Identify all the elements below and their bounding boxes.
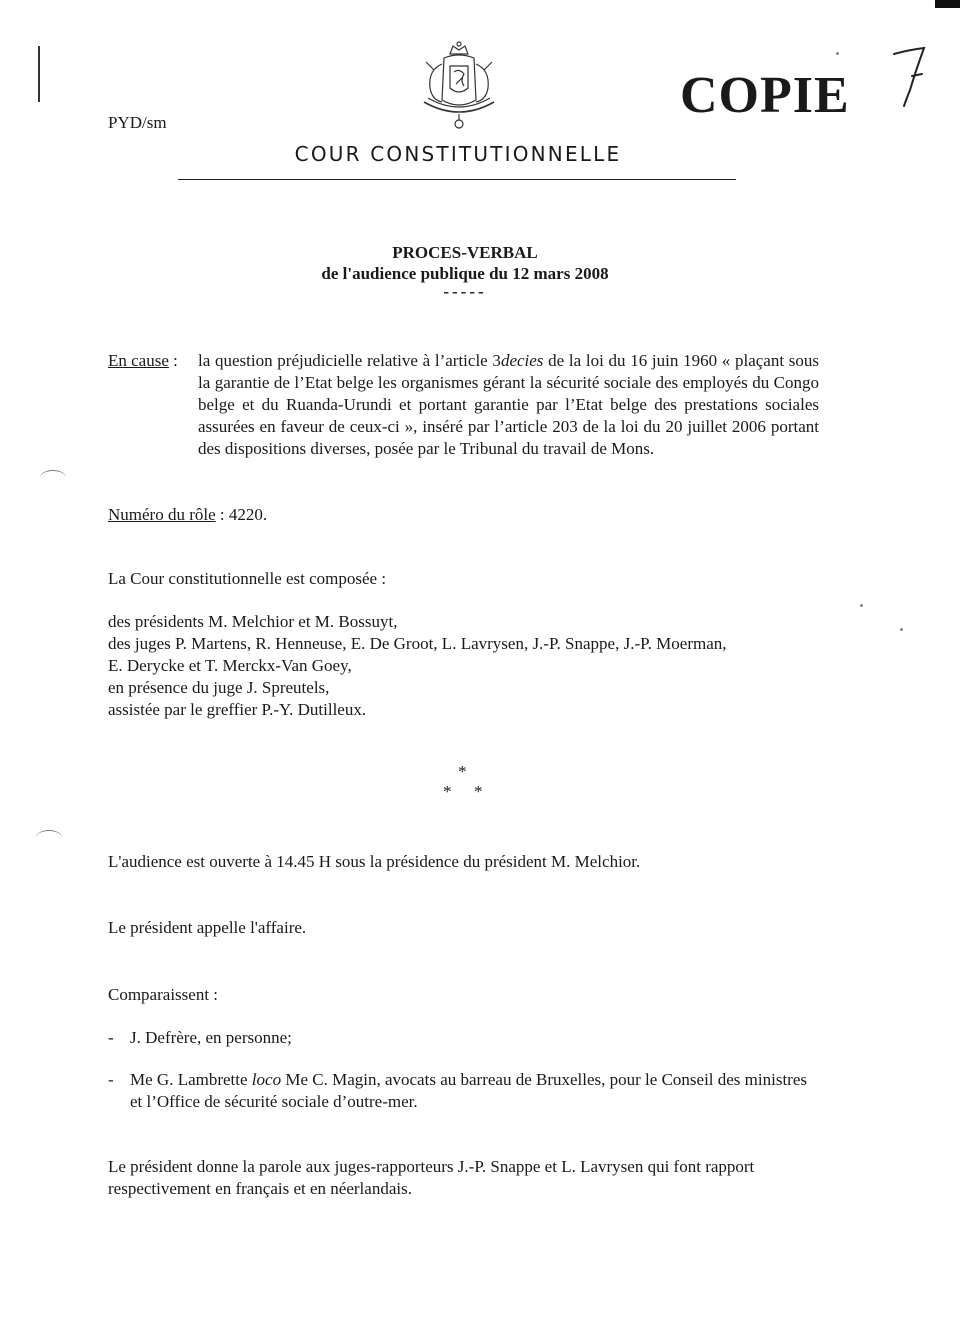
composition-line: en présence du juge J. Spreutels,	[108, 678, 330, 697]
margin-arc-mark	[36, 830, 62, 845]
composition-members	[108, 611, 828, 721]
appearing-intro: Comparaissent :	[108, 985, 219, 1004]
reference-code: PYD/sm	[108, 113, 167, 132]
handwritten-copy-number	[888, 40, 932, 110]
list-bullet: -	[108, 1070, 114, 1089]
list-bullet: -	[108, 1028, 114, 1047]
case-call-statement: Le président appelle l'affaire.	[108, 918, 307, 937]
cause-text-italic: decies	[500, 351, 544, 370]
appearance-text: Me G. Lambrette	[130, 1070, 252, 1089]
cause-label-text: En cause	[108, 351, 169, 370]
margin-arc-mark	[40, 470, 66, 485]
cause-label-colon: :	[168, 351, 178, 370]
cause-text-part: la question préjudicielle relative à l’article 3	[198, 351, 501, 370]
header-rule	[178, 179, 736, 180]
scan-speck	[860, 604, 863, 607]
scan-speck	[900, 628, 903, 631]
composition-line: E. Derycke et T. Merckx-Van Goey,	[108, 656, 352, 675]
handwritten-seven-mark	[888, 40, 932, 110]
document-title: PROCES-VERBAL	[392, 243, 538, 262]
star-mark: *	[458, 762, 467, 781]
cause-text-part: de la loi du 16 juin 1960 « plaçant sous la garantie de l’Etat belge les organismes gérant la sécurité sociale des employés du Congo belge et du Ruanda-Urundi et portant garantie par l’Etat belge des prestations sociales assurées en faveur de ceux-ci », inséré par l’article 203 de la loi du 20 juillet 2006 portant des dispositions diverses, posée par le Tribunal du travail de Mons.	[198, 351, 819, 458]
appearance-italic: loco	[251, 1070, 282, 1089]
document-subtitle: de l'audience publique du 12 mars 2008	[321, 264, 609, 283]
section-separator-stars	[410, 762, 510, 802]
star-mark: *	[443, 782, 452, 801]
appearance-text: Me C. Magin, avocats au barreau de Bruxelles, pour le Conseil des ministres et l’Office de sécurité sociale d’outre-mer.	[130, 1070, 808, 1111]
scan-corner-mark	[935, 0, 960, 8]
appearance-item	[130, 1027, 292, 1049]
copy-stamp: COPIE	[680, 67, 850, 124]
composition-intro: La Cour constitutionnelle est composée :	[108, 569, 387, 588]
star-mark: *	[474, 782, 483, 801]
role-value: : 4220.	[215, 505, 268, 524]
floor-given-statement: Le président donne la parole aux juges-rapporteurs J.-P. Snappe et L. Lavrysen qui font rapport respectivement en français et en néerlandais.	[108, 1157, 755, 1198]
composition-line: des juges P. Martens, R. Henneuse, E. De Groot, L. Lavrysen, J.-P. Snappe, J.-P. Moerman,	[108, 634, 727, 653]
cause-label	[108, 350, 178, 372]
role-label: Numéro du rôle	[108, 505, 216, 524]
belgian-coat-of-arms-emblem	[420, 40, 498, 132]
role-number	[108, 504, 267, 526]
title-separator: -----	[443, 282, 487, 301]
composition-line: assistée par le greffier P.-Y. Dutilleux.	[108, 700, 367, 719]
opening-statement: L'audience est ouverte à 14.45 H sous la présidence du président M. Melchior.	[108, 852, 641, 871]
margin-bar	[38, 46, 40, 102]
cause-description	[198, 350, 819, 460]
composition-line: des présidents M. Melchior et M. Bossuyt,	[108, 612, 398, 631]
scan-speck	[836, 52, 839, 55]
appearance-text: J. Defrère, en personne;	[130, 1028, 292, 1047]
court-name: COUR CONSTITUTIONNELLE	[294, 142, 622, 166]
appearance-item	[130, 1069, 820, 1113]
